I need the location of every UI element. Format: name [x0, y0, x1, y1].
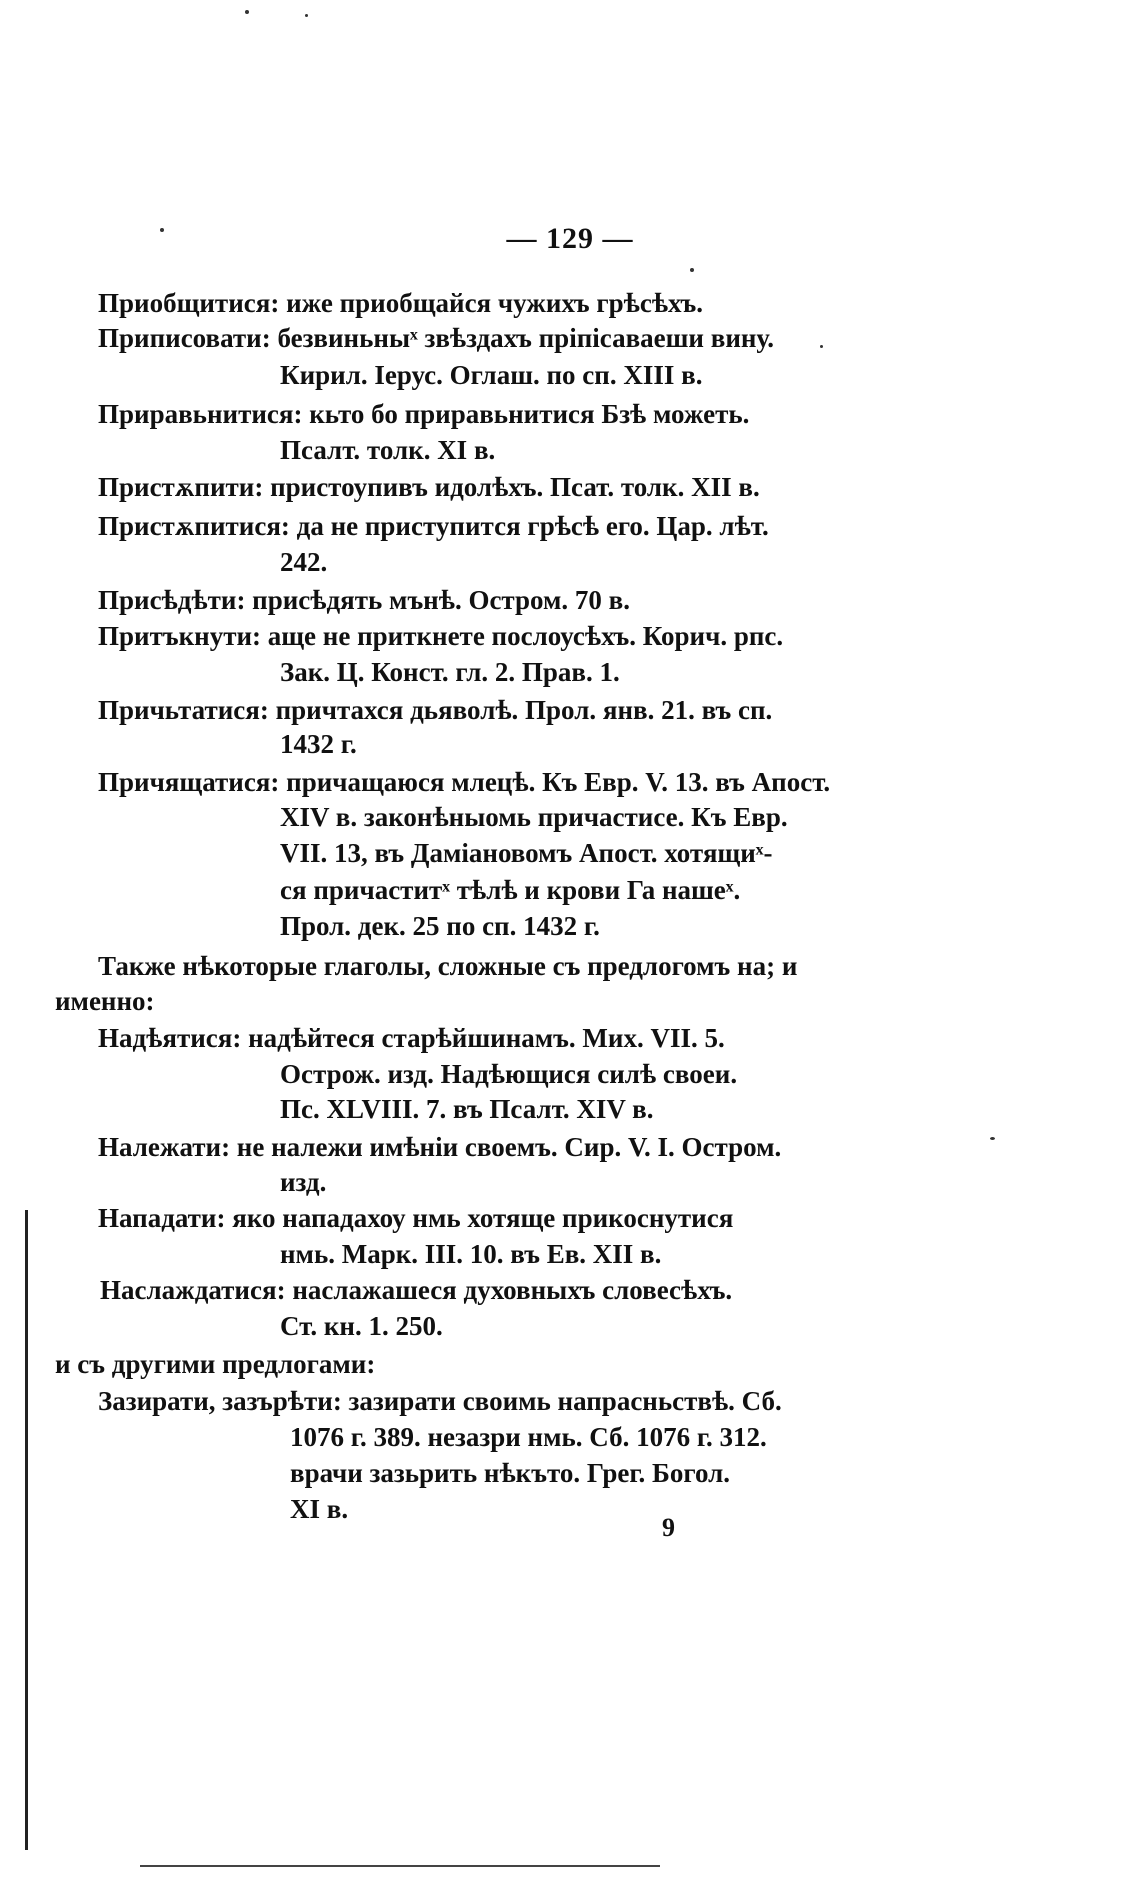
text-line: Присѣдѣти: присѣдять мънѣ. Остром. 70 в. [98, 585, 630, 615]
text-line: и съ другими предлогами: [55, 1349, 376, 1379]
text-line: 1432 г. [280, 729, 357, 759]
text-line: Псалт. толк. XI в. [280, 435, 496, 465]
scan-edge-line [25, 1210, 28, 1850]
text-line: Пс. XLVIII. 7. въ Псалт. XIV в. [280, 1094, 654, 1124]
text-line: Пристѫпити: пристоупивъ идолѣхъ. Псат. толк. XII в. [98, 472, 760, 502]
text-line: именно: [55, 986, 155, 1016]
text-line: ся причаститˣ тѣлѣ и крови Га нашеˣ. [280, 875, 741, 905]
text-line: Также нѣкоторые глаголы, сложные съ предлогомъ на; и [98, 951, 798, 981]
text-line: VII. 13, въ Дамiановомъ Апост. хотящиˣ- [280, 838, 773, 868]
text-line: Причящатися: причащаюся млецѣ. Къ Евр. V. 13. въ Апост. [98, 767, 831, 797]
text-line: изд. [280, 1167, 327, 1197]
text-line: 242. [280, 547, 328, 577]
text-line: Нападати: яко нападахоу нмь хотяще прикоснутися [98, 1203, 734, 1233]
scan-speck [305, 14, 308, 17]
text-line: Належати: не належи имѣніи своемъ. Сир. V. I. Остром. [98, 1132, 782, 1162]
text-line: Приобщитися: иже приобщайся чужихъ грѣсѣхъ. [98, 288, 704, 318]
text-line: Зак. Ц. Конст. гл. 2. Прав. 1. [280, 657, 620, 687]
scan-bottom-line [140, 1865, 660, 1867]
scan-speck [245, 10, 249, 14]
scan-speck [820, 345, 823, 348]
text-line: 1076 г. 389. незазри нмь. Сб. 1076 г. 312. [290, 1422, 767, 1452]
text-line: Кирил. Іерус. Оглаш. по сп. XIII в. [280, 360, 703, 390]
text-line: Надѣятися: надѣйтеся старѣйшинамъ. Мих. VII. 5. [98, 1023, 725, 1053]
scan-speck [990, 1137, 995, 1140]
text-line: XI в. [290, 1494, 349, 1524]
text-line: Приписовати: безвиньныˣ звѣздахъ пріпісаваеши вину. [98, 323, 774, 353]
text-line: Пристѫпитися: да не приступится грѣсѣ его. Цар. лѣт. [98, 511, 769, 541]
text-line: Причьтатися: причтахся дьяволѣ. Прол. янв. 21. въ сп. [98, 695, 773, 725]
text-line: XIV в. законѣныомь причастисе. Къ Евр. [280, 802, 788, 832]
text-line: Ст. кн. 1. 250. [280, 1311, 443, 1341]
page-header: — 129 — [506, 222, 634, 255]
text-line: Зазирати, зазърѣти: зазирати своимь напрасньствѣ. Сб. [98, 1386, 782, 1416]
text-line: Приравьнитися: кьто бо приравьнитися Бзѣ можеть. [98, 399, 750, 429]
text-line: Острож. изд. Надѣющися силѣ своеи. [280, 1059, 738, 1089]
text-line: Прол. дек. 25 по сп. 1432 г. [280, 911, 600, 941]
text-line: Наслаждатися: наслажашеся духовныхъ словесѣхъ. [100, 1275, 733, 1305]
signature-mark: 9 [662, 1513, 675, 1542]
text-line: нмь. Марк. III. 10. въ Ев. XII в. [280, 1239, 662, 1269]
scan-speck [690, 268, 694, 272]
text-line: Притъкнути: аще не приткнете послоусѣхъ. Корич. рпс. [98, 621, 784, 651]
text-line: врачи зазьрить нѣкъто. Грег. Богол. [290, 1458, 731, 1488]
